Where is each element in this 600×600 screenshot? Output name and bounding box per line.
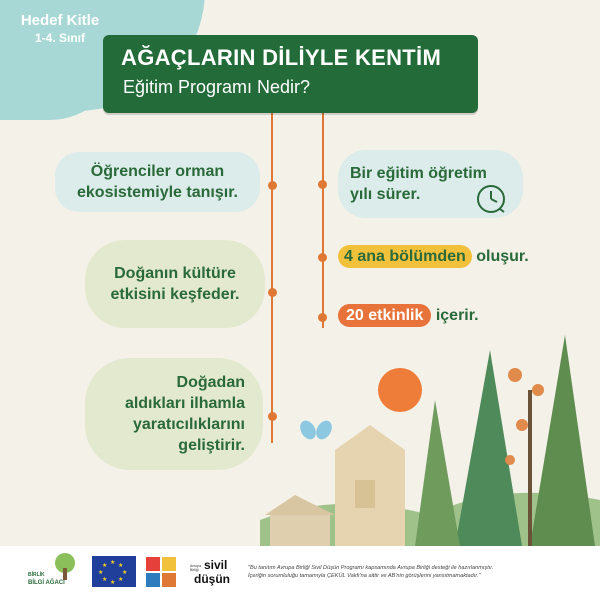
sivil-dusun-logo: [190, 558, 238, 590]
left-item-line: yaratıcılıklarını: [132, 416, 245, 433]
disclaimer-line: İçeriğin sorumluluğu tamamıyla ÇEKÜL Vakfı'na aittir ve AB'nin görüşlerini yansıtmamaktadır.": [248, 573, 481, 579]
sections-highlight: [338, 245, 472, 268]
right-item-line: Bir eğitim öğretim: [350, 165, 487, 182]
logo-top-text: BİRLİK: [28, 572, 45, 578]
page-title: AĞAÇLARIN DİLİYLE KENTİM: [121, 45, 442, 70]
left-item-line: Doğanın kültüre: [114, 265, 236, 282]
left-item-line: ekosistemiyle tanışır.: [77, 184, 238, 201]
left-item-ecosystem: [55, 152, 260, 212]
left-item-line: Doğadan: [176, 374, 245, 391]
sivil-prefix: Avrupa Birliği: [190, 564, 202, 572]
left-item-creativity: [85, 358, 263, 470]
sections-suffix: oluşur.: [476, 248, 529, 265]
sections-number: 4: [344, 248, 353, 265]
puzzle-icon: [144, 555, 178, 589]
right-item-activities: [338, 305, 479, 326]
tree-icon: [415, 335, 595, 546]
sun-icon: [378, 368, 422, 412]
audience-grades: 1-4. Sınıf: [34, 31, 85, 45]
left-item-line: Öğrenciler orman: [90, 163, 225, 180]
timeline-dot: [268, 181, 277, 190]
right-item-line: yılı sürer.: [350, 186, 421, 203]
left-item-line: aldıkları ilhamla: [124, 395, 245, 412]
disclaimer-line: "Bu tanıtım Avrupa Birliği Sivil Düşün Programı kapsamında Avrupa Birliği desteği ile hazırlanmıştır.: [248, 565, 494, 571]
sections-highlight-text: ana bölümden: [357, 248, 466, 265]
footer-disclaimer: [248, 564, 593, 580]
nature-illustration: [260, 330, 600, 546]
house-icon: [265, 425, 405, 546]
audience-label: [10, 12, 110, 45]
butterfly-icon: [297, 418, 335, 442]
timeline-dot: [318, 313, 327, 322]
eu-flag-icon: ★ ★ ★ ★ ★ ★ ★ ★: [92, 556, 136, 587]
timeline-dot: [318, 253, 327, 262]
title-banner: [103, 35, 478, 113]
left-item-culture: [85, 240, 265, 328]
left-item-line: etkisini keşfeder.: [110, 286, 240, 303]
right-item-sections: [338, 246, 529, 267]
tree-logo-icon: [50, 552, 80, 580]
right-timeline: [322, 113, 324, 328]
timeline-dot: [268, 288, 277, 297]
audience-title: Hedef Kitle: [20, 12, 100, 29]
left-item-line: geliştirir.: [178, 437, 245, 454]
sivil-word: sivil: [204, 558, 228, 572]
bilgi-agaci-logo: [28, 552, 88, 592]
activities-highlight: 20 etkinlik: [338, 304, 431, 327]
clock-icon: [474, 182, 508, 216]
logo-bottom-text: BİLGİ AĞACI: [28, 580, 65, 586]
activities-suffix: içerir.: [435, 307, 479, 324]
timeline-dot: [318, 180, 327, 189]
page-subtitle: Eğitim Programı Nedir?: [123, 77, 311, 97]
dusun-word: düşün: [194, 572, 230, 586]
